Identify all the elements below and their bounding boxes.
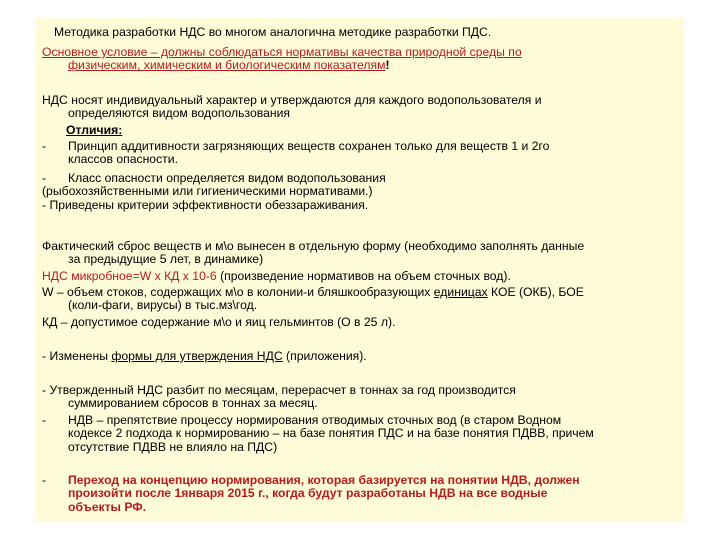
microbial-formula [42, 270, 678, 283]
differences-heading: Отличия: [66, 123, 123, 137]
nds-paragraph [42, 94, 678, 121]
actual-discharge [42, 240, 678, 267]
transition-line-3: объекты РФ. [68, 499, 147, 514]
bullet-hazard-class [42, 172, 678, 212]
w-definition [42, 286, 678, 313]
w-definition-line-2: (коли-фаги, вирусы) в тыс.мз\год. [68, 298, 258, 313]
main-condition-underlined: физическим, химическим и биологическим показателям [68, 58, 386, 73]
actual-discharge-line-2: за предыдущие 5 лет, в динамике) [68, 252, 264, 267]
monthly-nds-line-2: суммированием сбросов в тоннах за месяц. [68, 396, 318, 411]
forms-changed [42, 350, 678, 363]
ndv-line-2: кодексе 2 подхода к нормированию – на базе понятия ПДС и на базе понятия ПДВВ, причем [68, 426, 594, 441]
monthly-nds-line-1: - Утвержденный НДС разбит по месяцам, перерасчет в тоннах за год производится [42, 383, 516, 397]
bullet-ndv [42, 414, 678, 454]
kd-definition: КД – допустимое содержание м\о и яиц гельминтов (О в 25 л). [42, 315, 396, 329]
forms-prefix: - Изменены [42, 349, 112, 363]
ndv-line-1: НДВ – препятствие процессу нормирования отводимых сточных вод (в старом Водном [68, 413, 562, 427]
intro-line: Методика разработки НДС во многом аналогична методике разработки ПДС. [54, 25, 492, 39]
bullet-transition [42, 474, 678, 514]
hazard-class-line-1: Класс опасности определяется видом водопользования [68, 171, 386, 185]
forms-underlined: формы для утверждения НДС [111, 349, 283, 363]
transition-line-1: Переход на концепцию нормирования, которая базируется на понятии НДВ, должен [68, 473, 580, 487]
bullet-dash: - [42, 413, 47, 427]
forms-suffix: (приложения). [282, 349, 367, 363]
bullet-dash: - [42, 473, 47, 487]
units-underlined: единицах [433, 285, 488, 299]
main-condition [42, 46, 678, 73]
w-units-text: КОЕ (ОКБ), БОЕ [487, 285, 584, 299]
nds-line-1: НДС носят индивидуальный характер и утверждаются для каждого водопользователя и [42, 93, 542, 107]
formula: НДС микробное=W x КД x 10-6 [42, 269, 217, 283]
slide [36, 18, 684, 522]
main-condition-line-1: Основное условие – должны соблюдаться нормативы качества природной среды по [42, 45, 522, 59]
ndv-line-3: отсутствие ПДВВ не влияло на ПДС) [68, 439, 278, 454]
hazard-class-line-2: (рыбохозяйственными или гигиеническими нормативами.) [42, 184, 373, 199]
formula-explanation: (произведение нормативов на объем сточных вод). [216, 269, 511, 283]
transition-line-2: произойти после 1января 2015 г., когда будут разработаны НДВ на все водные [68, 486, 548, 501]
bullet-additivity [42, 140, 678, 167]
additivity-line-2: классов опасности. [68, 152, 178, 167]
bullet-dash: - [42, 171, 47, 185]
w-definition-line-1 [42, 286, 678, 299]
main-condition-line-2 [42, 59, 678, 72]
bullet-dash: - [42, 139, 47, 153]
additivity-line-1: Принцип аддитивности загрязняющих веществ сохранен только для веществ 1 и 2го [68, 139, 550, 153]
monthly-nds [42, 384, 678, 411]
w-text: W – объем стоков, содержащих м\о в колонии-и бляшкообразующих [42, 285, 434, 299]
actual-discharge-line-1: Фактический сброс веществ и м\о вынесен в отдельную форму (необходимо заполнять данные [42, 239, 585, 253]
nds-line-2: определяются видом водопользования [68, 106, 290, 121]
exclamation: ! [385, 58, 390, 73]
disinfection-criteria: - Приведены критерии эффективности обеззараживания. [42, 197, 369, 212]
